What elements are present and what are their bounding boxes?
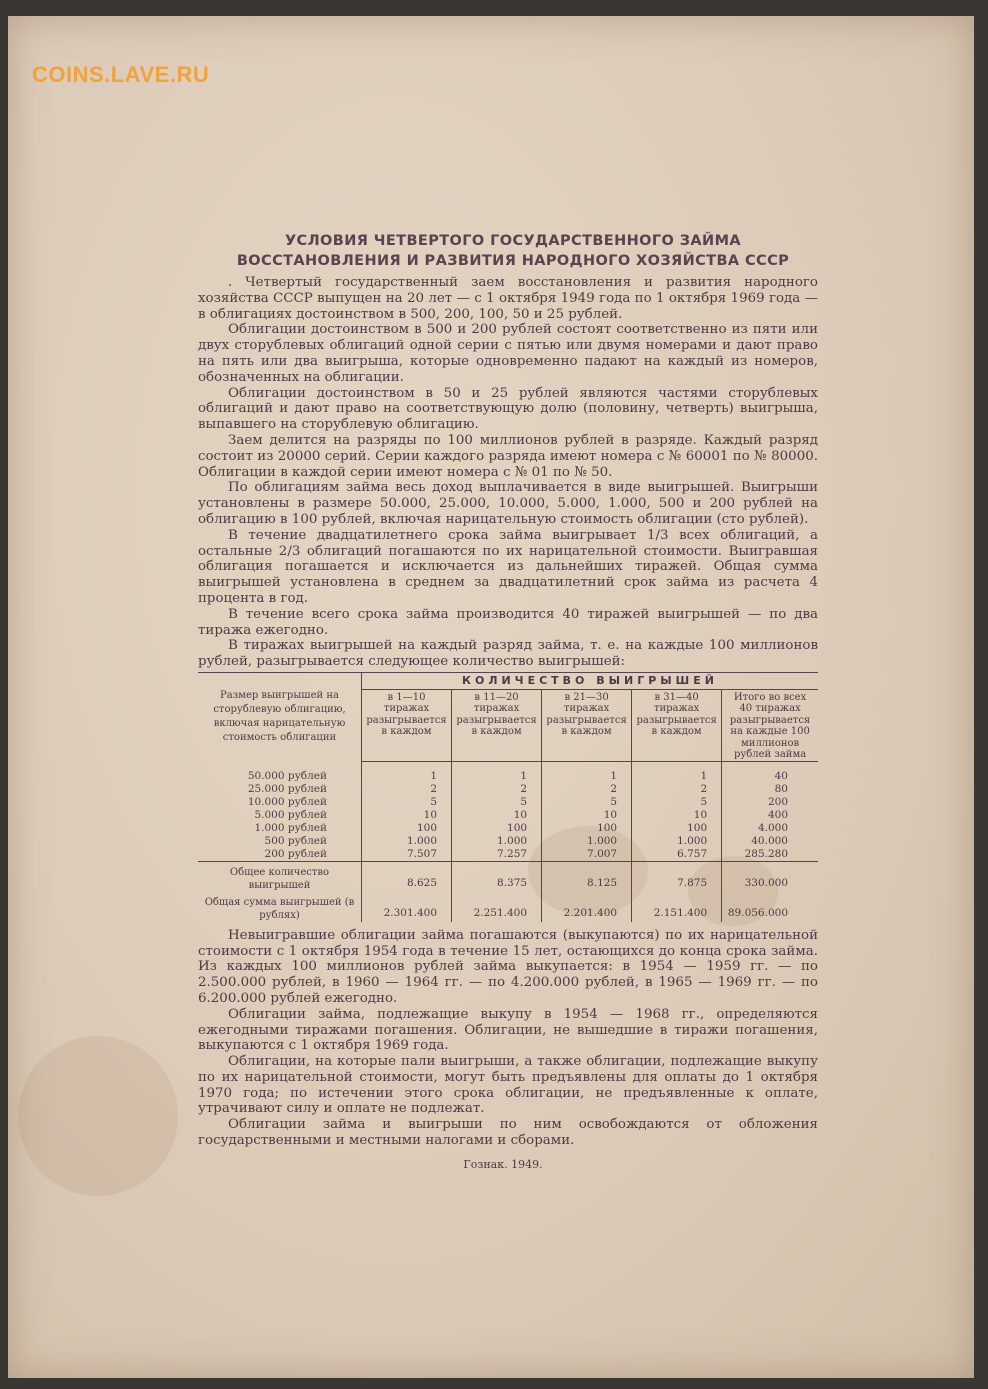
table-cell: 2.201.400 bbox=[542, 892, 632, 922]
document-sheet bbox=[8, 16, 974, 1378]
table-cell: 8.375 bbox=[452, 861, 542, 892]
table-cell: 7.507 bbox=[362, 848, 452, 862]
table-cell: 10 bbox=[362, 809, 452, 822]
table-total-count-row bbox=[198, 861, 818, 892]
table-total-sum-row bbox=[198, 892, 818, 922]
table-cell: 10 bbox=[452, 809, 542, 822]
table-cell: 7.257 bbox=[452, 848, 542, 862]
table-header-col: в 1—10 тиражах разыгрывается в каждом bbox=[362, 689, 452, 761]
table-cell: 40 bbox=[774, 769, 788, 782]
paragraph: . Четвертый государственный заем восстановления и развития народного хозяйства СССР выпущен на 20 лет — с 1 октября 1949 года по 1 октября 1969 года — в облигациях достоинством в 500, 200, 100, 50 и 25 рублей. bbox=[198, 275, 818, 322]
table-cell: 10 bbox=[542, 809, 632, 822]
table-cell: 6.757 bbox=[632, 848, 722, 862]
paragraph: В течение двадцатилетнего срока займа выигрывает 1/3 всех облигаций, а остальные 2/3 облигаций погашаются по их нарицательной стоимости. Выигравшая облигация погашается и исключается из дальнейших тиражей. Общая сумма выигрышей установлена в среднем за двадцатилетний срок займа из расчета 4 процента в год. bbox=[198, 527, 818, 606]
table-cell: 200 bbox=[767, 795, 788, 808]
paragraph: В тиражах выигрышей на каждый разряд займа, т. е. на каждые 100 миллионов рублей, разыгрывается следующее количество выигрышей: bbox=[198, 638, 818, 670]
total-sum-label: Общая сумма выигрышей (в рублях) bbox=[198, 892, 362, 922]
total-count-label: Общее количество выигрышей bbox=[198, 861, 362, 892]
table-cell: 10 bbox=[632, 809, 722, 822]
paragraph: Невыигравшие облигации займа погашаются (выкупаются) по их нарицательной стоимости с 1 октября 1954 года в течение 15 лет, остающихся до конца срока займа. Из каждых 100 миллионов рублей займа выкупается: в 1954 — 1959 гг. — по 2.500.000 рублей, в 1960 — 1964 гг. — по 4.200.000 рублей, в 1965 — 1969 гг. — по 6.200.000 рублей ежегодно. bbox=[198, 927, 818, 1006]
table-cell: 330.000 bbox=[722, 861, 818, 892]
table-header-col: в 21—30 тиражах разыгрывается в каждом bbox=[542, 689, 632, 761]
table-cell: 1 bbox=[362, 770, 452, 783]
winnings-table bbox=[198, 672, 818, 922]
table-cell: 4.000 bbox=[757, 821, 788, 834]
table-cell: 5 bbox=[632, 796, 722, 809]
printer-imprint: Гознак. 1949. bbox=[463, 1157, 543, 1171]
table-row bbox=[198, 796, 818, 809]
paragraph: Облигации займа и выигрыши по ним освобождаются от обложения государственными и местными налогами и сборами. bbox=[198, 1117, 818, 1149]
table-row bbox=[198, 783, 818, 796]
title-line-2: ВОССТАНОВЛЕНИЯ И РАЗВИТИЯ НАРОДНОГО ХОЗЯЙСТВА СССР bbox=[236, 253, 790, 269]
table-row bbox=[198, 770, 818, 783]
table-cell: 1 bbox=[542, 770, 632, 783]
row-label: 50.000 рублей bbox=[198, 770, 362, 783]
table-cell: 2 bbox=[452, 783, 542, 796]
document-title bbox=[198, 231, 818, 271]
paragraph: В течение всего срока займа производится 40 тиражей выигрышей — по два тиража ежегодно. bbox=[198, 606, 818, 638]
table-cell: 100 bbox=[542, 822, 632, 835]
table-header-denomination: Размер выигрышей на сторублевую облигацию, включая нарицательную стоимость облигации bbox=[198, 672, 362, 761]
table-header-group: КОЛИЧЕСТВО ВЫИГРЫШЕЙ bbox=[362, 672, 819, 689]
table-cell: 7.007 bbox=[542, 848, 632, 862]
table-cell: 40.000 bbox=[751, 834, 788, 847]
table-cell: 2 bbox=[362, 783, 452, 796]
paragraph: Облигации достоинством в 500 и 200 рублей состоят соответственно из пяти или двух сторублевых облигаций одной серии с пятью или двумя номерами и дают право на пять или два выигрыша, которые одновременно падают на каждый из номеров, обозначенных на облигации. bbox=[198, 322, 818, 385]
table-cell: 1.000 bbox=[362, 835, 452, 848]
table-cell: 1 bbox=[632, 770, 722, 783]
table-cell: 89.056.000 bbox=[727, 906, 788, 919]
title-line-1: УСЛОВИЯ ЧЕТВЕРТОГО ГОСУДАРСТВЕННОГО ЗАЙМА bbox=[284, 233, 742, 249]
table-row bbox=[198, 848, 818, 862]
table-cell: 100 bbox=[452, 822, 542, 835]
table-cell: 100 bbox=[632, 822, 722, 835]
table-cell: 5 bbox=[542, 796, 632, 809]
row-label: 5.000 рублей bbox=[198, 809, 362, 822]
table-cell: 5 bbox=[452, 796, 542, 809]
paragraph: Облигации достоинством в 50 и 25 рублей являются частями сторублевых облигаций и дают право на соответствующую долю (половину, четверть) выигрыша, выпавшего на сторублевую облигацию. bbox=[198, 385, 818, 433]
table-cell: 2 bbox=[542, 783, 632, 796]
table-header-col: Итого во всех 40 тиражах разыгрывается на каждые 100 миллионов рублей займа bbox=[722, 689, 818, 761]
row-label: 500 рублей bbox=[198, 835, 362, 848]
table-cell: 80 bbox=[774, 782, 788, 795]
table-cell: 2.301.400 bbox=[362, 892, 452, 922]
table-header-col: в 31—40 тиражах разыгрывается в каждом bbox=[632, 689, 722, 761]
table-cell: 1 bbox=[452, 770, 542, 783]
table-cell: 8.125 bbox=[542, 861, 632, 892]
table-cell: 285.280 bbox=[744, 847, 788, 860]
table-cell: 8.625 bbox=[362, 861, 452, 892]
table-cell: 1.000 bbox=[542, 835, 632, 848]
table-row bbox=[198, 822, 818, 835]
paragraph: Облигации, на которые пали выигрыши, а также облигации, подлежащие выкупу по их нарицательной стоимости, могут быть предъявлены для оплаты до 1 октября 1970 года; по истечении этого срока облигации, не предъявленные к оплате, утрачивают силу и оплате не подлежат. bbox=[198, 1054, 818, 1117]
table-cell: 1.000 bbox=[452, 835, 542, 848]
row-label: 200 рублей bbox=[198, 848, 362, 862]
table-cell: 2 bbox=[632, 783, 722, 796]
paragraph: Заем делится на разряды по 100 миллионов рублей в разряде. Каждый разряд состоит из 20000 серий. Серии каждого разряда имеют номера с № 60001 по № 80000. Облигации в каждой серии имеют номера с № 01 по № 50. bbox=[198, 432, 818, 480]
site-watermark: COINS.LAVE.RU bbox=[32, 62, 210, 87]
row-label: 25.000 рублей bbox=[198, 783, 362, 796]
table-cell: 100 bbox=[362, 822, 452, 835]
table-row bbox=[198, 809, 818, 822]
table-header-col: в 11—20 тиражах разыгрывается в каждом bbox=[452, 689, 542, 761]
row-label: 10.000 рублей bbox=[198, 796, 362, 809]
table-row bbox=[198, 835, 818, 848]
paragraph: По облигациям займа весь доход выплачивается в виде выигрышей. Выигрыши установлены в размере 50.000, 25.000, 10.000, 5.000, 1.000, 500 и 200 рублей на облигацию в 100 рублей, включая нарицательную стоимость облигации (сто рублей). bbox=[198, 480, 818, 527]
table-cell: 7.875 bbox=[632, 861, 722, 892]
table-cell: 5 bbox=[362, 796, 452, 809]
document-body bbox=[198, 231, 818, 1173]
table-cell: 1.000 bbox=[632, 835, 722, 848]
table-cell: 400 bbox=[767, 808, 788, 821]
row-label: 1.000 рублей bbox=[198, 822, 362, 835]
table-cell: 2.151.400 bbox=[632, 892, 722, 922]
table-cell: 2.251.400 bbox=[452, 892, 542, 922]
paper-stain bbox=[18, 1036, 178, 1196]
paragraph: Облигации займа, подлежащие выкупу в 1954 — 1968 гг., определяются ежегодными тиражами погашения. Облигации, не вышедшие в тиражи погашения, выкупаются с 1 октября 1969 года. bbox=[198, 1006, 818, 1054]
